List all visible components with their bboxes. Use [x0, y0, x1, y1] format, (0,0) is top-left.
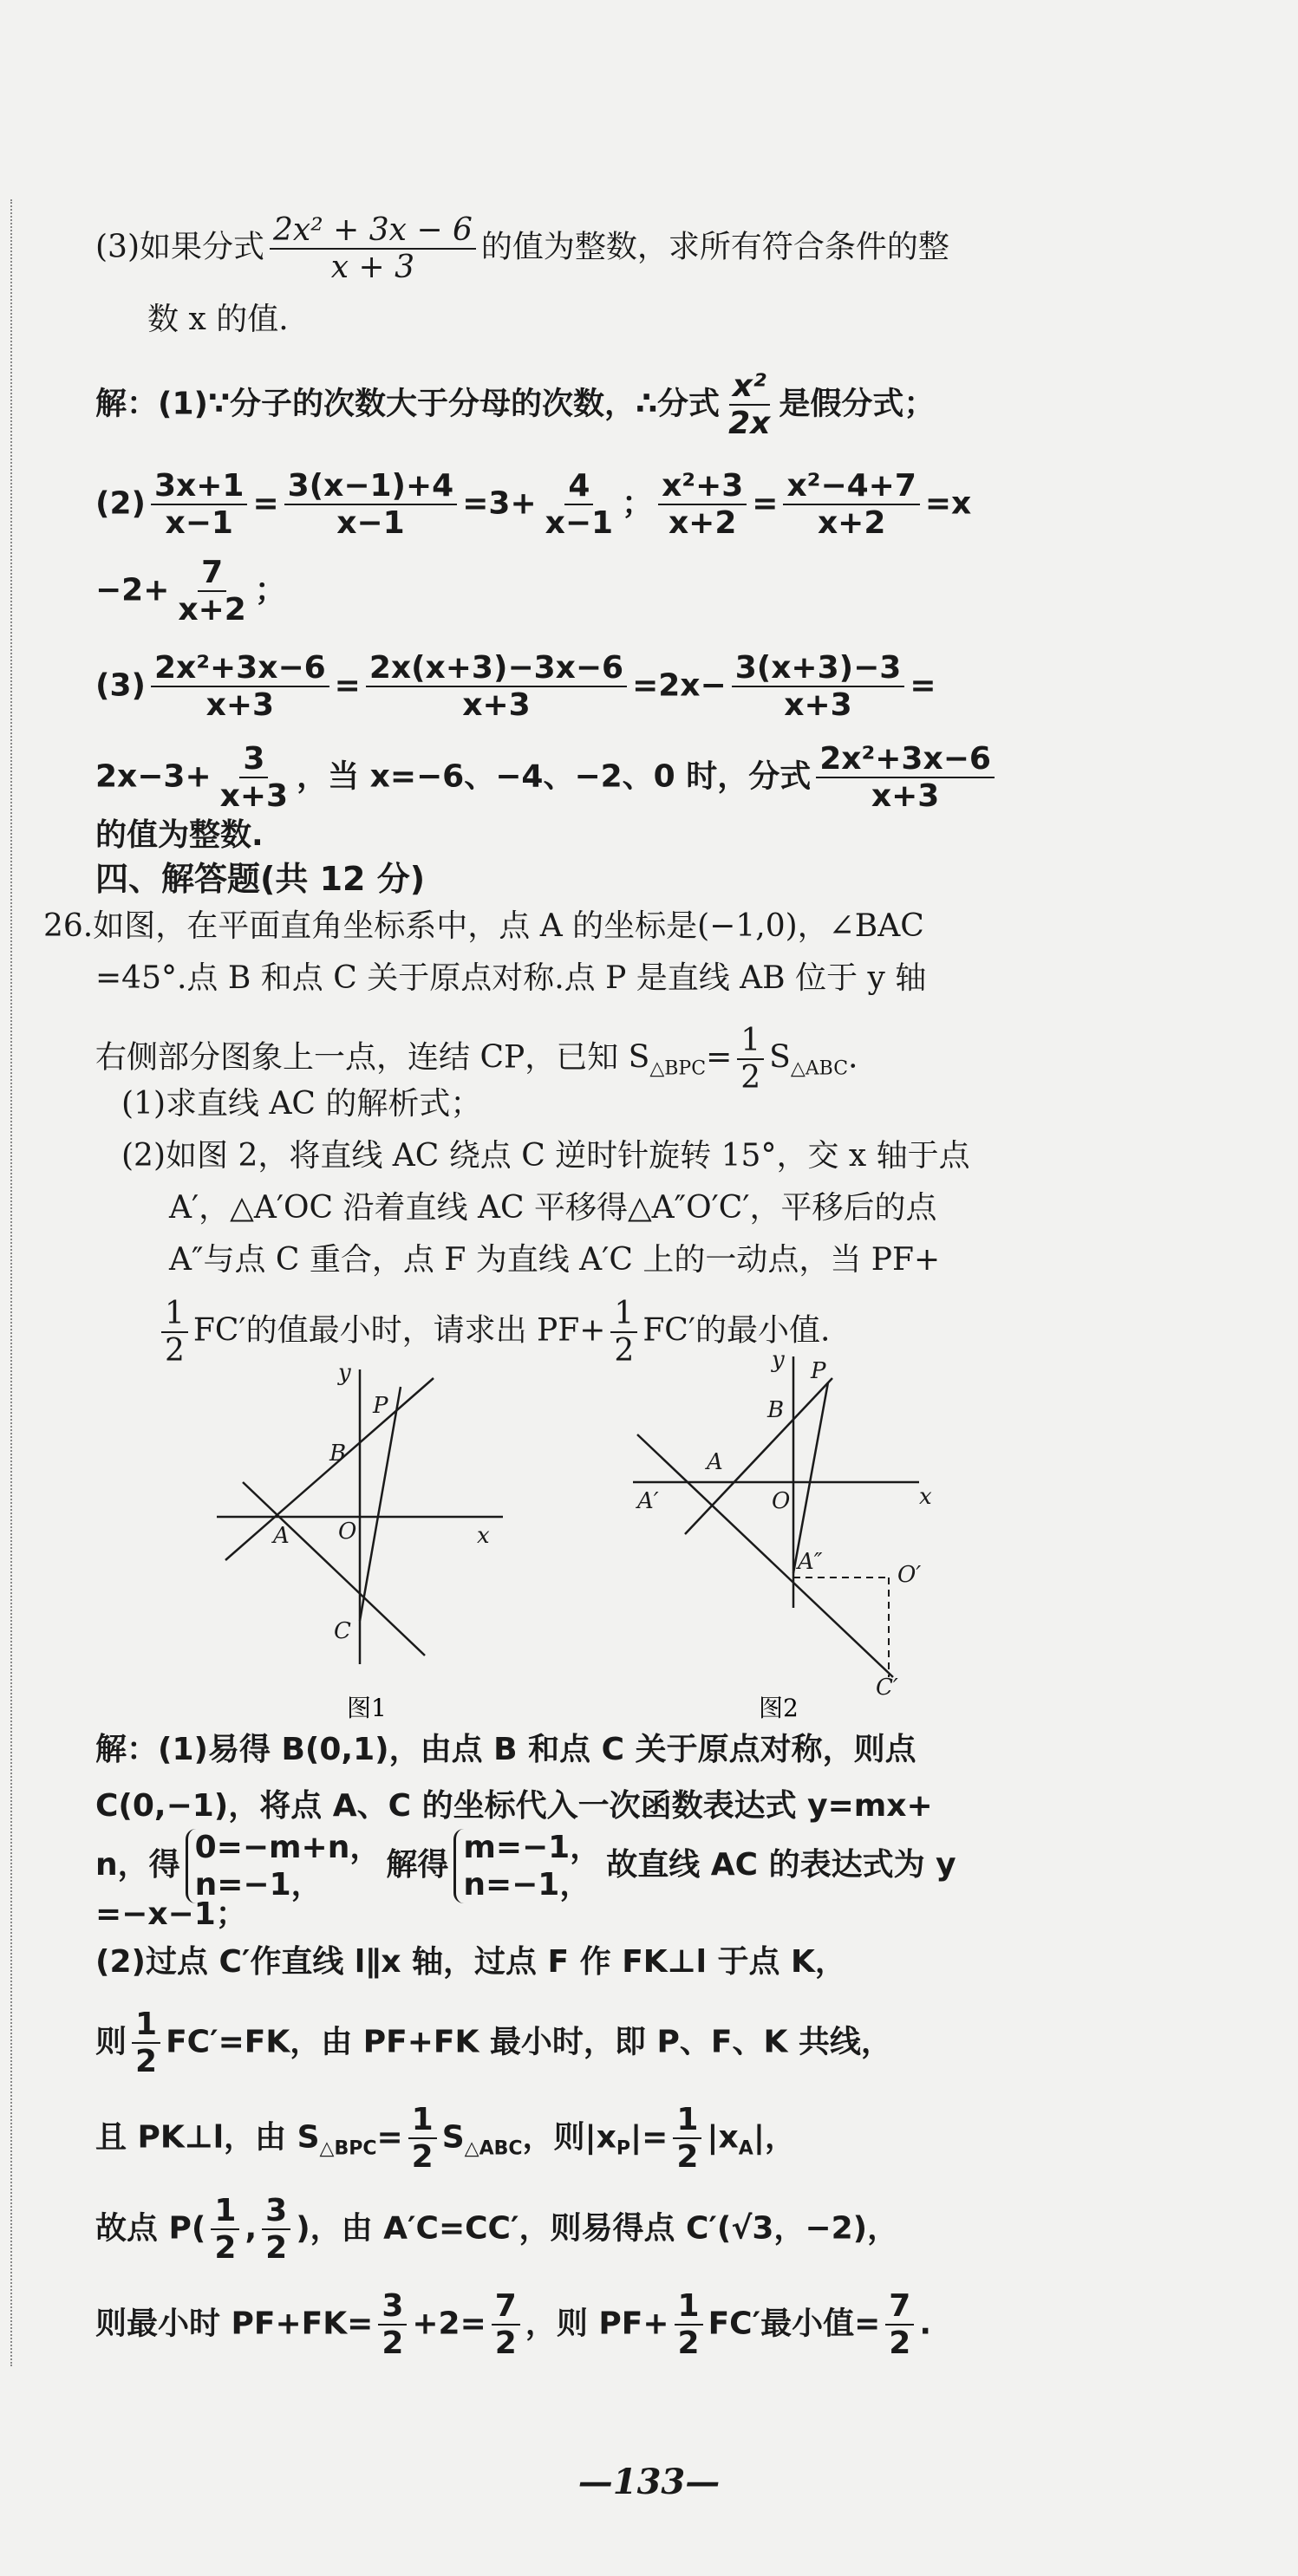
fig2-caption: 图2 — [759, 1694, 799, 1721]
page-number: —133— — [577, 2462, 721, 2502]
fig2-line-ac — [637, 1434, 893, 1677]
q26-part2-line2: A′，△A′OC 沿着直线 AC 平移得△A″O′C′，平移后的点 — [169, 1190, 937, 1226]
fig2-label-y: y — [772, 1348, 785, 1373]
q3-line2: 数 x 的值. — [147, 302, 289, 337]
fig1-label-x: x — [477, 1523, 490, 1549]
fig2-line-cp — [793, 1382, 828, 1573]
ans-line4: =−x−1； — [95, 1896, 247, 1932]
fig2-label-o: O — [772, 1488, 791, 1514]
fig1-label-o: O — [338, 1519, 357, 1545]
sol2-line1: (2) $\frac{3x+1}{x-1}$ = $\frac{3(x-1)+4}{x-1}$ =3+ $\frac{4}{x-1}$ ； $\frac{\text{x²+3}}{x+2}$ = $\frac{\text{x²−4+7}}{x+2}$ =x — [95, 468, 972, 542]
ans-line8: 故点 P( $\frac{1}{2}$ , $\frac{3}{2}$ )，由 A′C=CC′，则易得点 C′(√3，−2)， — [95, 2193, 899, 2267]
fig2-label-b: B — [767, 1397, 785, 1423]
sol3-line3: 的值为整数. — [95, 817, 264, 853]
fig2-label-app: A″ — [798, 1549, 823, 1575]
fig1-label-b: B — [329, 1441, 347, 1467]
q3-line1: (3)如果分式 $\frac{\text{2x² + 3x − 6}}{x + 3}$ 的值为整数，求所有符合条件的整 — [95, 212, 949, 286]
ans-line9: 则最小时 PF+FK= $\frac{3}{2}$ +2= $\frac{7}{2}$ ，则 PF+ $\frac{1}{2}$ FC′最小值= $\frac{7}{2}$ . — [95, 2288, 932, 2362]
ans-line7: 且 PK⊥l，由 $S_{\triangle BPC}=$ $\frac{1}{2}$ $S_{\triangle ABC}$，则$|x_P|=$ $\frac{1}{2}$ $|x_A|$， — [95, 2102, 796, 2176]
fig2-label-a: A — [707, 1449, 723, 1475]
fig2-label-op: O′ — [897, 1562, 922, 1588]
sol2-line2: −2+ $\frac{7}{x+2}$ ； — [95, 555, 286, 628]
fig2-label-x: x — [919, 1484, 932, 1510]
q26-line1: 26.如图，在平面直角坐标系中，点 A 的坐标是(−1,0)，∠BAC — [43, 908, 924, 944]
ans-line2: C(0,−1)，将点 A、C 的坐标代入一次函数表达式 y=mx+ — [95, 1788, 933, 1824]
ans-line5: (2)过点 C′作直线 l∥x 轴，过点 F 作 FK⊥l 于点 K， — [95, 1944, 846, 1980]
fig1-caption: 图1 — [347, 1694, 387, 1722]
sol3-line2: 2x−3+ $\frac{3}{x+3}$ ，当 x=−6、−4、−2、0 时，分式 $\frac{\text{2x²+3x−6}}{x+3}$ — [95, 741, 1249, 815]
sol1-line: 解：(1)∵分子的次数大于分母的次数，∴分式 $\frac{\text{x²}}{2x}$ 是假分式； — [95, 368, 936, 442]
q26-line2: =45°.点 B 和点 C 关于原点对称.点 P 是直线 AB 位于 y 轴 — [95, 960, 927, 996]
fig1-label-y: y — [338, 1361, 351, 1386]
ans-line1: 解：(1)易得 B(0,1)，由点 B 和点 C 关于原点对称，则点 — [95, 1732, 916, 1767]
fig2-label-ap: A′ — [637, 1488, 659, 1514]
margin-dotted-line — [10, 199, 14, 2366]
q26-part1: (1)求直线 AC 的解析式； — [121, 1086, 482, 1122]
system-1: 0=−m+n， n=−1， — [186, 1829, 382, 1903]
section-title: 四、解答题(共 12 分) — [95, 860, 426, 898]
q26-part2-line1: (2)如图 2，将直线 AC 绕点 C 逆时针旋转 15°，交 x 轴于点 — [121, 1138, 970, 1174]
ans-line3: n，得 0=−m+n， n=−1， 解得 m=−1， n=−1， 故直线 AC 的表达式为 y — [95, 1830, 956, 1903]
fig1-label-p: P — [373, 1393, 388, 1419]
fig1-line-ab — [225, 1378, 434, 1560]
figure-1 — [199, 1361, 529, 1725]
fig2-label-cp: C′ — [876, 1675, 898, 1701]
q26-part2-line4: $\frac{1}{2}$ FC′的值最小时，请求出 PF+ $\frac{1}{2}$ FC′的最小值. — [156, 1296, 1298, 1369]
fig1-line-cp — [360, 1387, 401, 1621]
q26-part2-line3: A″与点 C 重合，点 F 为直线 A′C 上的一动点，当 PF+ — [169, 1242, 941, 1278]
q26-line3: 右侧部分图象上一点，连结 CP，已知 $S_{\triangle BPC}=$ $\frac{1}{2}$ $S_{\triangle ABC}$. — [95, 1023, 858, 1096]
q3-fraction: $\frac{\text{2x² + 3x − 6}}{x + 3}$ — [270, 212, 476, 286]
fig2-label-p: P — [811, 1358, 826, 1384]
ans-line6: 则 $\frac{1}{2}$ FC′=FK，由 PF+FK 最小时，即 P、F、K 共线， — [95, 2007, 892, 2080]
system-2: m=−1， n=−1， — [453, 1829, 601, 1903]
sol3-line1: (3) $\frac{\text{2x²+3x−6}}{x+3}$ = $\frac{2x(x+3)-3x-6}{x+3}$ =2x− $\frac{3(x+3)-3}{x+3}$ = — [95, 650, 936, 724]
fig1-label-c: C — [334, 1618, 351, 1644]
fig1-label-a: A — [273, 1523, 290, 1549]
figure-2 — [624, 1348, 971, 1721]
